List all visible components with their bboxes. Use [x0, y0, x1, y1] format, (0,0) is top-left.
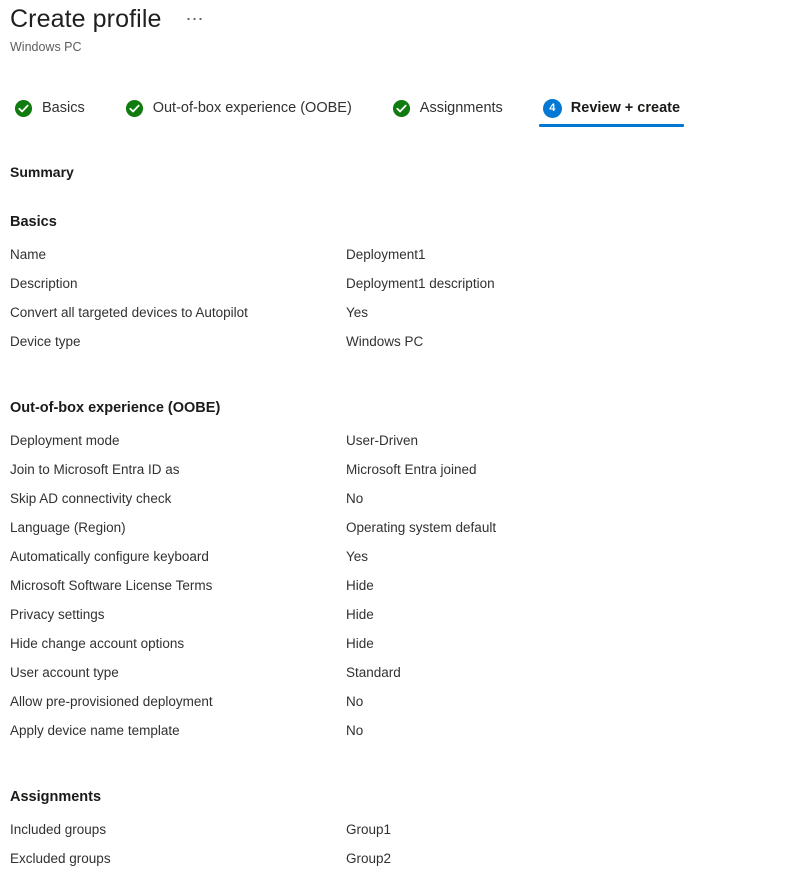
row-key: Language (Region)	[10, 520, 126, 535]
table-row	[10, 331, 750, 360]
assignments-table	[10, 819, 750, 877]
row-key: Excluded groups	[10, 851, 111, 866]
section-oobe	[10, 398, 798, 749]
row-value: Hide	[346, 607, 374, 622]
table-row	[10, 273, 750, 302]
tab-basics[interactable]	[10, 92, 99, 129]
row-value: User-Driven	[346, 433, 419, 448]
row-key: User account type	[10, 665, 119, 680]
row-value: No	[346, 491, 364, 506]
row-value: Operating system default	[346, 520, 497, 535]
row-key: Privacy settings	[10, 607, 105, 622]
page-title: Create profile	[10, 5, 162, 33]
table-row	[10, 720, 750, 749]
table-row	[10, 488, 750, 517]
oobe-table	[10, 430, 750, 749]
table-row	[10, 604, 750, 633]
row-key: Hide change account options	[10, 636, 185, 651]
row-key: Deployment mode	[10, 433, 120, 448]
row-value: Microsoft Entra joined	[346, 462, 477, 477]
row-value: Deployment1	[346, 247, 426, 262]
check-circle-icon	[392, 99, 411, 118]
table-row	[10, 691, 750, 720]
section-basics	[10, 212, 798, 360]
row-key: Allow pre-provisioned deployment	[10, 694, 213, 709]
page-header	[10, 0, 798, 36]
row-value: Yes	[346, 549, 369, 564]
table-row	[10, 244, 750, 273]
more-options-button[interactable]: ⋯	[185, 9, 205, 29]
tab-basics-label: Basics	[42, 100, 85, 116]
tab-oobe-label: Out-of-box experience (OOBE)	[152, 100, 352, 116]
row-key: Microsoft Software License Terms	[10, 578, 213, 593]
row-value: Deployment1 description	[346, 276, 495, 291]
row-key: Name	[10, 247, 47, 262]
row-key: Description	[10, 276, 78, 291]
table-row	[10, 302, 750, 331]
row-value: Hide	[346, 578, 374, 593]
table-row	[10, 517, 750, 546]
table-row	[10, 546, 750, 575]
row-value: No	[346, 694, 364, 709]
step-number-icon: 4	[543, 99, 562, 118]
row-key: Device type	[10, 334, 81, 349]
section-basics-title: Basics	[10, 214, 57, 230]
section-assignments-title: Assignments	[10, 789, 102, 805]
row-key: Convert all targeted devices to Autopilot	[10, 305, 248, 320]
table-row	[10, 575, 750, 604]
row-value: Windows PC	[346, 334, 424, 349]
table-row	[10, 459, 750, 488]
row-key: Automatically configure keyboard	[10, 549, 209, 564]
table-row	[10, 662, 750, 691]
tab-review-create-label: Review + create	[570, 100, 681, 116]
row-value: No	[346, 723, 364, 738]
table-row	[10, 848, 750, 877]
table-row	[10, 819, 750, 848]
row-value: Yes	[346, 305, 369, 320]
section-oobe-title: Out-of-box experience (OOBE)	[10, 400, 221, 416]
row-value: Group2	[346, 851, 392, 866]
wizard-tabs	[10, 92, 798, 129]
tab-assignments-label: Assignments	[419, 100, 503, 116]
tab-assignments[interactable]	[388, 92, 517, 129]
row-key: Apply device name template	[10, 723, 180, 738]
check-circle-icon	[14, 99, 33, 118]
summary-heading: Summary	[10, 164, 74, 180]
tab-review-create[interactable]	[539, 92, 694, 129]
basics-table	[10, 244, 750, 360]
table-row	[10, 430, 750, 459]
row-value: Standard	[346, 665, 401, 680]
row-key: Included groups	[10, 822, 107, 837]
row-key: Join to Microsoft Entra ID as	[10, 462, 180, 477]
table-row	[10, 633, 750, 662]
row-value: Hide	[346, 636, 374, 651]
row-key: Skip AD connectivity check	[10, 491, 172, 506]
tab-oobe[interactable]	[121, 92, 366, 129]
row-value: Group1	[346, 822, 392, 837]
page-subtitle: Windows PC	[10, 40, 82, 54]
check-circle-icon	[125, 99, 144, 118]
